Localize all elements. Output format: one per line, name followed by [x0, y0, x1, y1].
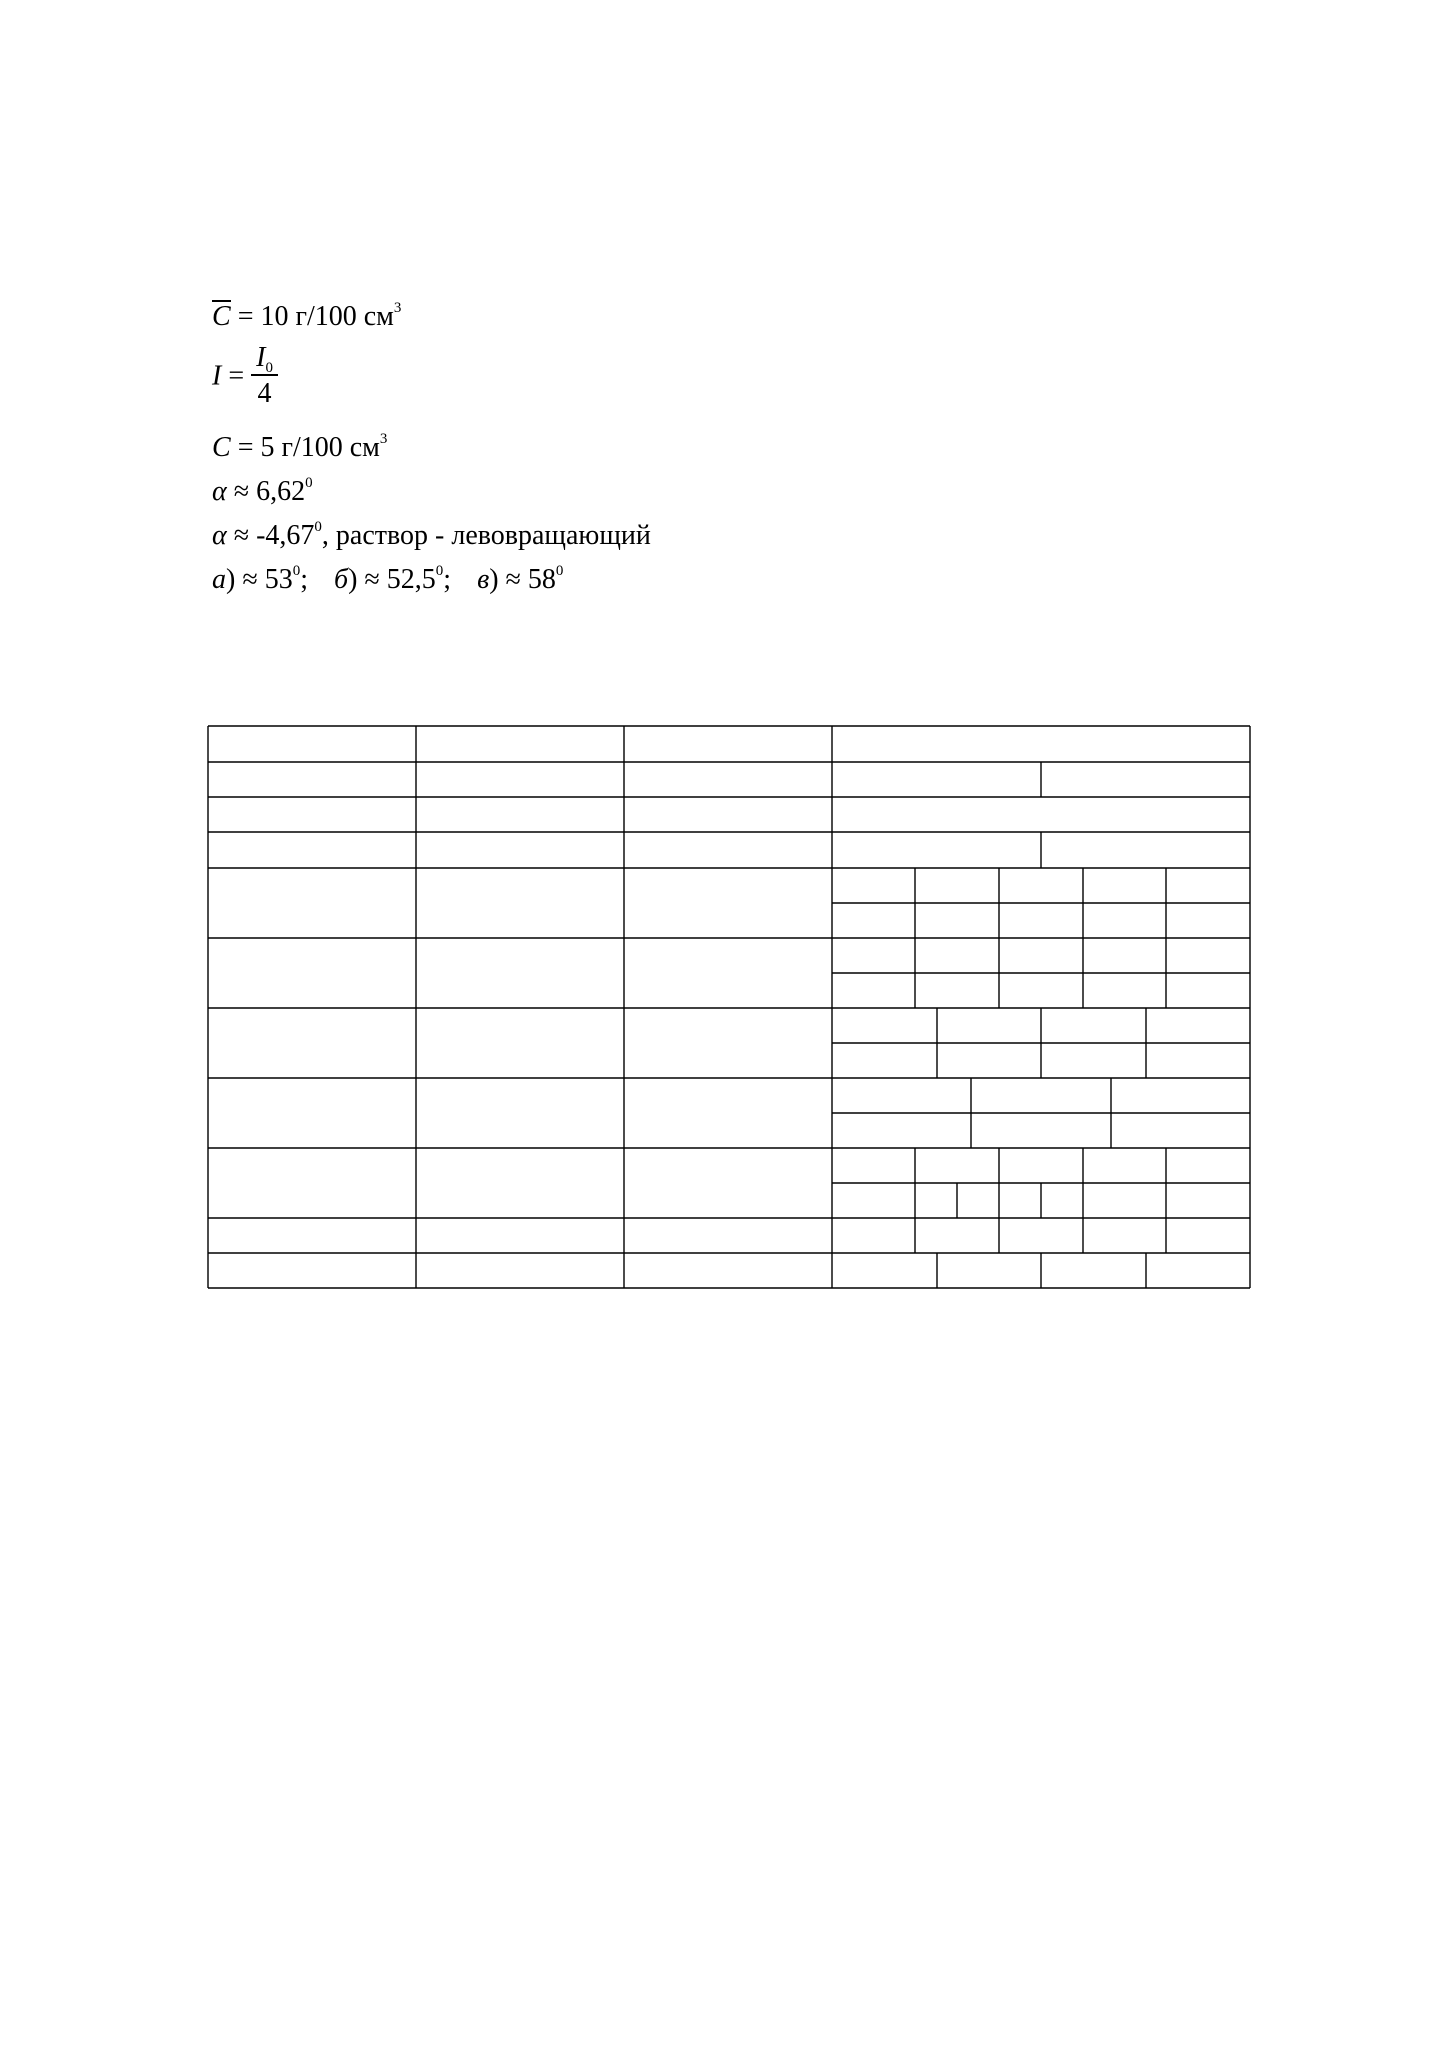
- subscript: 0: [265, 360, 273, 376]
- approx-sign: ) ≈: [489, 564, 528, 595]
- item-b-value: 52,5: [386, 564, 436, 595]
- c-symbol: C: [212, 432, 231, 463]
- separator: ;: [300, 564, 308, 595]
- alpha-symbol: α: [212, 520, 227, 551]
- approx-sign: ) ≈: [348, 564, 387, 595]
- item-c-label: в: [477, 564, 490, 595]
- approx-sign: ) ≈: [226, 564, 265, 595]
- approx-sign: ≈: [226, 476, 257, 507]
- formula-value: 5 г/100 см: [260, 432, 380, 463]
- superscript: 0: [305, 475, 313, 491]
- superscript: 0: [314, 519, 322, 535]
- superscript: 3: [379, 431, 388, 447]
- equals-sign: =: [230, 432, 261, 463]
- c-bar-symbol: C: [212, 301, 231, 332]
- equals-sign: =: [230, 301, 261, 332]
- intensity-symbol: I: [212, 360, 222, 392]
- approx-sign: ≈: [226, 520, 257, 551]
- formula-note: , раствор - левовращающий: [321, 520, 651, 551]
- item-b-label: б: [333, 564, 349, 595]
- item-a-value: 53: [264, 564, 293, 595]
- fraction-denominator: 4: [257, 378, 272, 409]
- superscript: 0: [555, 563, 564, 579]
- formula-value: -4,67: [256, 520, 315, 551]
- equals-sign: =: [221, 360, 252, 392]
- superscript: 0: [292, 563, 301, 579]
- superscript: 0: [435, 563, 444, 579]
- superscript: 3: [393, 300, 402, 316]
- fraction-numerator: I: [256, 342, 266, 373]
- item-a-label: а: [212, 564, 226, 595]
- formula-value: 10 г/100 см: [260, 301, 394, 332]
- separator: ;: [443, 564, 452, 595]
- alpha-symbol: α: [212, 476, 227, 507]
- formula-value: 6,62: [256, 476, 306, 507]
- item-c-value: 58: [527, 564, 556, 595]
